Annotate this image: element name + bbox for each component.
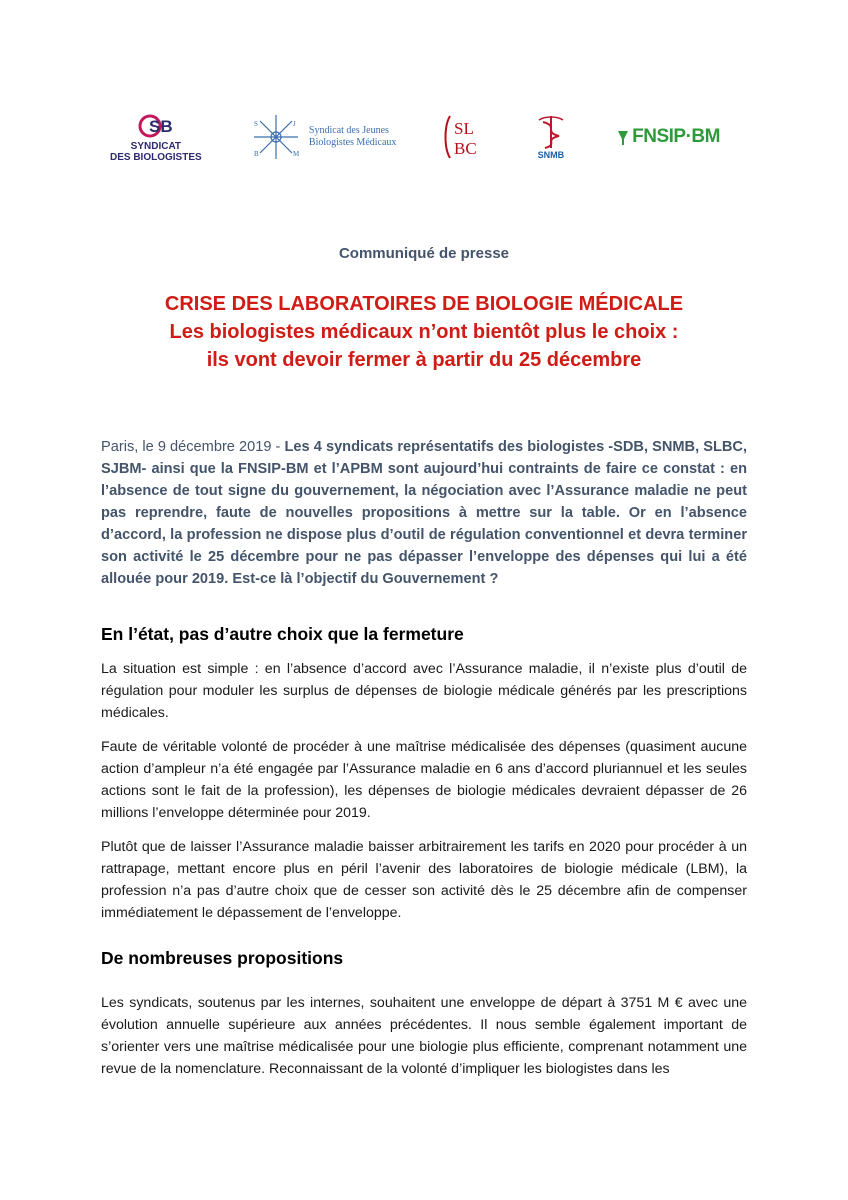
section1-paragraph2: Faute de véritable volonté de procéder à une maîtrise médicalisée des dépenses (quasiment aucune action d’ampleur n’a été engagée par l’Assurance maladie en 6 ans d’accord pluriannuel et les seules actions sont le fait de la profession), les dépenses de biologie médicales devraient dépasser de 26 millions l’enveloppe déterminée pour 2019.	[101, 739, 747, 821]
headline-line3: ils vont devoir fermer à partir du 25 décembre	[206, 349, 642, 371]
press-release-label: Communiqué de presse	[338, 245, 510, 262]
section1-title: En l’état, pas d’autre choix que la fermeture	[101, 624, 464, 644]
fnsip-logo	[616, 126, 720, 148]
section2-paragraph1: Les syndicats, soutenus par les internes, souhaitent une enveloppe de départ à 3751 M € avec une évolution annuelle supérieure aux années précédentes. Il nous semble également important de s’orienter vers une maîtrise médicalisée pour une biologie plus efficiente, comprenant notamment une revue de la nomenclature. Reconnaissant de la volonté d’impliquer les biologistes dans les	[101, 995, 747, 1077]
sjbm-text-line2: Biologistes Médicaux	[308, 137, 397, 148]
sdb-logo	[110, 111, 202, 163]
slbc-mark-bottom: BC	[453, 139, 477, 158]
sdb-mark-text: SB	[148, 117, 173, 136]
fnsip-label: FNSIP·BM	[632, 126, 720, 147]
snowflake-icon	[247, 112, 305, 162]
slbc-logo	[442, 112, 486, 162]
section2-title: De nombreuses propositions	[101, 948, 344, 968]
sjbm-logo	[247, 112, 397, 162]
slbc-mark-top: SL	[453, 119, 474, 138]
dateline: Paris, le 9 décembre 2019 -	[101, 439, 285, 455]
snmb-logo	[531, 114, 571, 160]
lead-paragraph	[101, 436, 747, 590]
sdb-text-line1: SYNDICAT	[130, 141, 182, 152]
section1-paragraph1: La situation est simple : en l’absence d’accord avec l’Assurance maladie, il n’existe plus d’outil de régulation pour moduler les surplus de dépenses de biologie médicale générés par les prescriptions médicales.	[101, 661, 747, 721]
headline-line2: Les biologistes médicaux n’ont bientôt plus le choix :	[169, 321, 679, 343]
sjbm-text-line1: Syndicat des Jeunes	[308, 125, 389, 136]
pharmacy-icon	[616, 127, 630, 147]
lead-body: Les 4 syndicats représentatifs des biologistes -SDB, SNMB, SLBC, SJBM- ainsi que la FNSIP-BM et l’APBM sont aujourd’hui contraints de faire ce constat : en l’absence de tout signe du gouvernement, la négociation avec l’Assurance maladie ne peut pas reprendre, faute de nouvelles propositions à mettre sur la table. Or en l’absence d’accord, la profession ne dispose plus d’outil de régulation conventionnel et devra terminer son activité le 25 décembre pour ne pas dépasser l’enveloppe des dépenses qui lui a été allouée pour 2019. Est-ce là l’objectif du Gouvernement ?	[101, 439, 748, 587]
sjbm-mark-b: B	[253, 150, 259, 158]
sjbm-mark-s: S	[253, 120, 258, 128]
headline	[0, 290, 848, 374]
caduceus-icon	[531, 114, 571, 150]
sdb-text-line2: DES BIOLOGISTES	[110, 152, 202, 163]
sdb-emblem-icon	[138, 111, 174, 141]
headline-line1: CRISE DES LABORATOIRES DE BIOLOGIE MÉDICALE	[164, 293, 684, 315]
sjbm-mark-m: M	[292, 150, 300, 158]
snmb-label: SNMB	[537, 150, 565, 160]
section1-paragraph3: Plutôt que de laisser l’Assurance maladie baisser arbitrairement les tarifs en 2020 pour procéder à un rattrapage, mettant encore plus en péril l’avenir des laboratoires de biologie médicale (LBM), la profession n’a pas d’autre choix que de cesser son activité dès le 25 décembre afin de compenser immédiatement le dépassement de l’enveloppe.	[101, 839, 747, 921]
logo-row	[110, 108, 720, 166]
slbc-emblem-icon	[442, 112, 486, 162]
sjbm-mark-j: J	[292, 120, 296, 128]
